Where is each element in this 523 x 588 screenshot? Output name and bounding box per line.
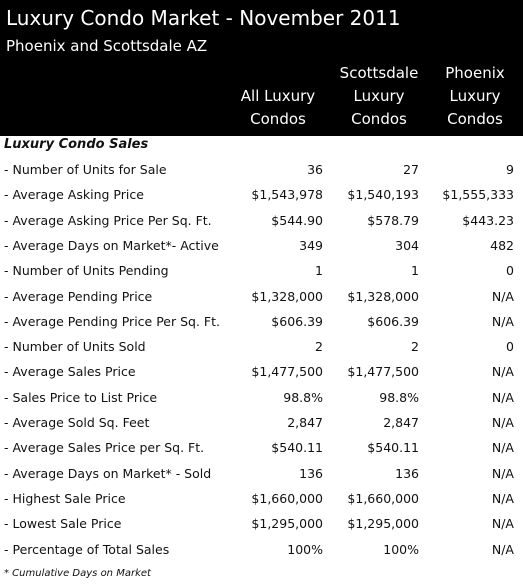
- cell-scottsdale: $578.79: [367, 212, 419, 228]
- column-header-line: Scottsdale: [339, 64, 419, 82]
- cell-phoenix: 0: [506, 263, 514, 279]
- table-row: [0, 486, 523, 511]
- column-header-phoenix: [428, 62, 522, 131]
- row-label: - Average Days on Market* - Sold: [4, 465, 212, 481]
- cell-all: 1: [315, 263, 323, 279]
- row-label: - Average Pending Price: [4, 288, 153, 304]
- cell-scottsdale: $1,540,193: [347, 187, 419, 203]
- cell-all: 100%: [287, 541, 323, 557]
- cell-phoenix: N/A: [491, 415, 514, 430]
- cell-all: $1,543,978: [251, 187, 323, 203]
- table-row: [0, 208, 523, 233]
- cell-scottsdale: 136: [395, 465, 419, 481]
- cell-all: $1,477,500: [251, 364, 323, 380]
- cell-scottsdale: $540.11: [367, 440, 419, 456]
- cell-scottsdale: 98.8%: [379, 389, 419, 405]
- cell-all: $1,328,000: [251, 288, 323, 304]
- cell-phoenix: N/A: [491, 541, 514, 557]
- cell-scottsdale: 1: [411, 263, 419, 279]
- cell-all: 36: [307, 162, 323, 177]
- table-header: [0, 0, 523, 136]
- cell-phoenix: N/A: [491, 440, 514, 456]
- row-label: - Average Pending Price Per Sq. Ft.: [4, 313, 220, 329]
- row-label: - Average Asking Price Per Sq. Ft.: [4, 212, 212, 228]
- cell-phoenix: N/A: [491, 490, 514, 506]
- cell-scottsdale: 27: [403, 162, 419, 177]
- cell-scottsdale: 2,847: [383, 415, 419, 430]
- column-header-scottsdale: [332, 62, 426, 131]
- cell-all: 136: [299, 465, 323, 481]
- cell-all: $544.90: [271, 212, 323, 228]
- cell-all: $1,295,000: [251, 516, 323, 532]
- cell-scottsdale: $1,477,500: [347, 364, 419, 380]
- column-header-line: Luxury: [449, 87, 501, 105]
- table-row: [0, 284, 523, 309]
- table-row: [0, 435, 523, 460]
- cell-phoenix: N/A: [491, 389, 514, 405]
- cell-phoenix: 482: [490, 237, 514, 253]
- cell-scottsdale: 100%: [383, 541, 419, 557]
- row-label: - Average Sales Price per Sq. Ft.: [4, 440, 205, 456]
- table-row: [0, 410, 523, 435]
- column-header-line: Condos: [250, 110, 306, 128]
- row-label: - Average Days on Market*- Active: [4, 237, 219, 253]
- table-row: [0, 233, 523, 258]
- table-row: [0, 182, 523, 207]
- table-row: [0, 385, 523, 410]
- table-row: [0, 359, 523, 384]
- row-label: - Sales Price to List Price: [4, 389, 158, 405]
- cell-phoenix: 0: [506, 339, 514, 355]
- page-subtitle: Phoenix and Scottsdale AZ: [6, 37, 208, 55]
- cell-scottsdale: 304: [395, 237, 419, 253]
- row-label: - Highest Sale Price: [4, 490, 126, 506]
- row-label: - Number of Units for Sale: [4, 162, 167, 177]
- row-label: - Percentage of Total Sales: [4, 541, 170, 557]
- cell-phoenix: 9: [506, 162, 514, 177]
- row-label: - Lowest Sale Price: [4, 516, 122, 532]
- cell-scottsdale: $1,660,000: [347, 490, 419, 506]
- cell-phoenix: N/A: [491, 313, 514, 329]
- page-title: Luxury Condo Market - November 2011: [6, 6, 401, 30]
- cell-all: 2,847: [287, 415, 323, 430]
- table-row: [0, 334, 523, 359]
- column-header-line: Condos: [447, 110, 503, 128]
- table-row: [0, 461, 523, 486]
- cell-phoenix: $1,555,333: [442, 187, 514, 203]
- column-header-line: Luxury: [353, 87, 405, 105]
- table-row: [0, 511, 523, 536]
- cell-scottsdale: $1,295,000: [347, 516, 419, 532]
- table-row: [0, 309, 523, 334]
- cell-all: 349: [299, 237, 323, 253]
- row-label: - Number of Units Pending: [4, 263, 169, 279]
- cell-all: $1,660,000: [251, 490, 323, 506]
- row-label: - Average Sales Price: [4, 364, 136, 380]
- table-row: [0, 157, 523, 182]
- table-row: [0, 258, 523, 283]
- column-header-line: All Luxury: [240, 87, 316, 105]
- cell-phoenix: $443.23: [462, 212, 514, 228]
- row-label: - Number of Units Sold: [4, 339, 146, 355]
- footnote: * Cumulative Days on Market: [4, 568, 151, 579]
- table-row: [0, 537, 523, 562]
- cell-scottsdale: $1,328,000: [347, 288, 419, 304]
- cell-scottsdale: 2: [411, 339, 419, 355]
- column-header-line: Condos: [351, 110, 407, 128]
- cell-all: 2: [315, 339, 323, 355]
- row-label: - Average Sold Sq. Feet: [4, 415, 150, 430]
- column-header-line: Phoenix: [445, 64, 505, 82]
- cell-all: $606.39: [271, 313, 323, 329]
- cell-all: 98.8%: [283, 389, 323, 405]
- row-label: - Average Asking Price: [4, 187, 144, 203]
- cell-phoenix: N/A: [491, 288, 514, 304]
- cell-phoenix: N/A: [491, 516, 514, 532]
- cell-phoenix: N/A: [491, 465, 514, 481]
- cell-scottsdale: $606.39: [367, 313, 419, 329]
- cell-all: $540.11: [271, 440, 323, 456]
- cell-phoenix: N/A: [491, 364, 514, 380]
- section-title: Luxury Condo Sales: [4, 137, 149, 152]
- column-header-all-luxury: [226, 85, 330, 131]
